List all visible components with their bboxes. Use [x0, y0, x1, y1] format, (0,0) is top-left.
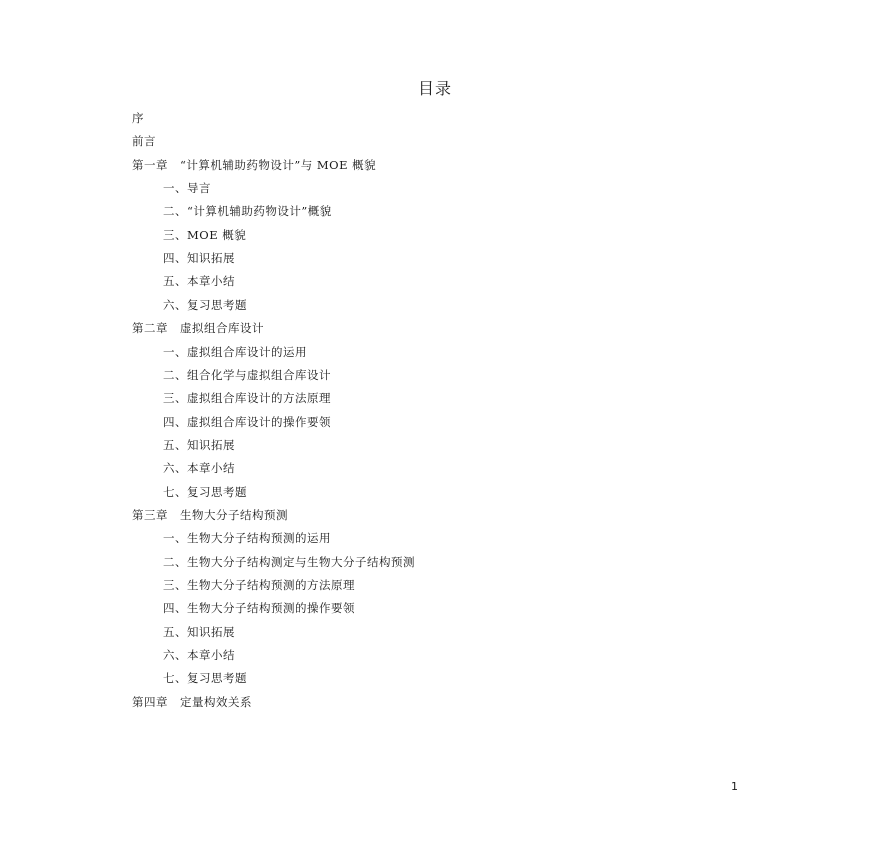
toc-section-entry: 一、虚拟组合库设计的运用	[163, 345, 307, 359]
toc-section-entry: 五、知识拓展	[163, 625, 235, 639]
toc-section-entry: 六、本章小结	[163, 648, 235, 662]
toc-section-entry: 三、虚拟组合库设计的方法原理	[163, 391, 331, 405]
toc-chapter-entry: 前言	[132, 134, 156, 148]
toc-section-entry: 三、生物大分子结构预测的方法原理	[163, 578, 355, 592]
toc-section-entry: 四、虚拟组合库设计的操作要领	[163, 415, 331, 429]
toc-section-entry: 一、生物大分子结构预测的运用	[163, 531, 331, 545]
toc-section-entry: 七、复习思考题	[163, 485, 247, 499]
toc-section-entry: 六、复习思考题	[163, 298, 247, 312]
toc-section-entry: 四、知识拓展	[163, 251, 235, 265]
toc-chapter-entry: 第一章 “计算机辅助药物设计”与 MOE 概貌	[132, 158, 377, 172]
toc-section-entry: 一、导言	[163, 181, 211, 195]
toc-section-entry: 五、知识拓展	[163, 438, 235, 452]
toc-section-entry: 四、生物大分子结构预测的操作要领	[163, 601, 355, 615]
toc-section-entry: 七、复习思考题	[163, 671, 247, 685]
toc-section-entry: 二、组合化学与虚拟组合库设计	[163, 368, 331, 382]
page-number: 1	[731, 780, 738, 793]
toc-chapter-entry: 序	[132, 111, 144, 125]
toc-chapter-entry: 第二章 虚拟组合库设计	[132, 321, 264, 335]
toc-section-entry: 五、本章小结	[163, 274, 235, 288]
toc-section-entry: 三、MOE 概貌	[163, 228, 247, 242]
toc-section-entry: 六、本章小结	[163, 461, 235, 475]
toc-title: 目录	[417, 79, 452, 98]
toc-chapter-entry: 第四章 定量构效关系	[132, 695, 252, 709]
toc-chapter-entry: 第三章 生物大分子结构预测	[132, 508, 288, 522]
toc-section-entry: 二、“计算机辅助药物设计”概貌	[163, 204, 332, 218]
toc-section-entry: 二、生物大分子结构测定与生物大分子结构预测	[163, 555, 415, 569]
